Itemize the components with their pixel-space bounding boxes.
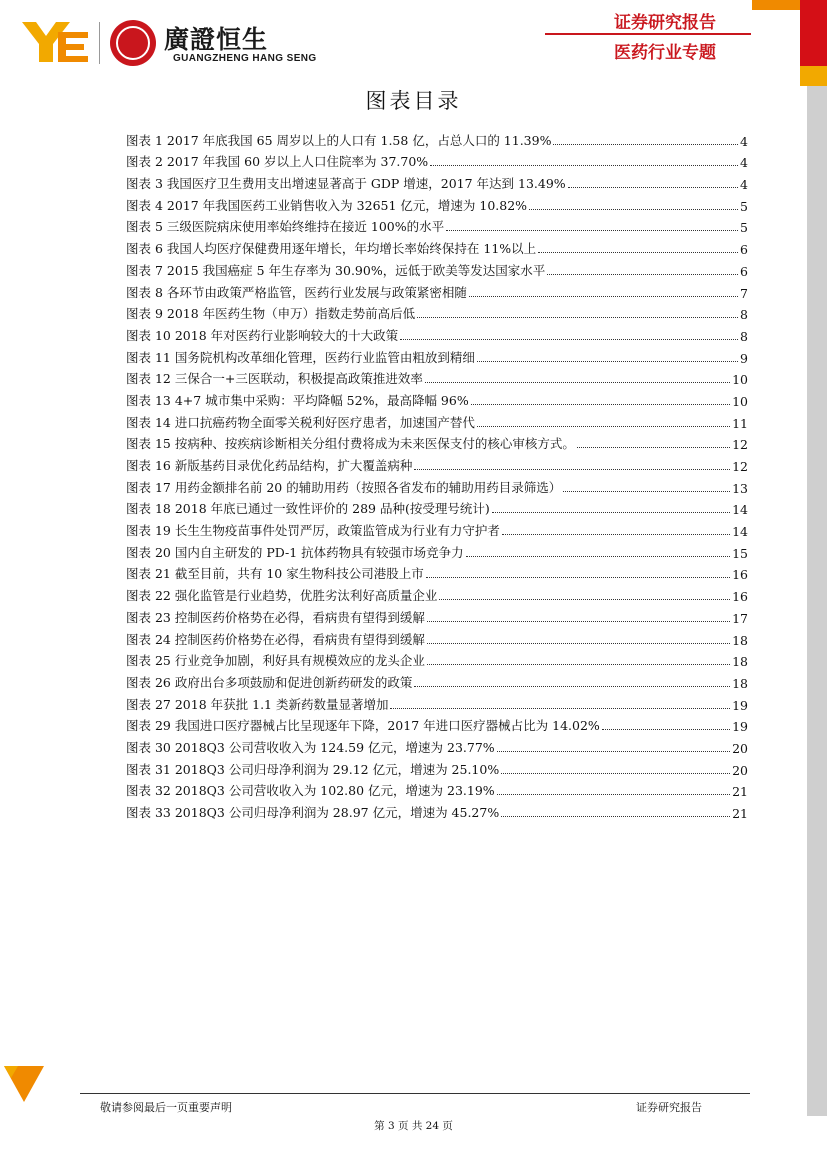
toc-entry-page: 4 bbox=[740, 133, 748, 149]
toc-entry-title: 图表 5 三级医院病床使用率始终维持在接近 100%的水平 bbox=[126, 219, 445, 235]
toc-leader-dots bbox=[414, 686, 730, 687]
toc-entry-title: 图表 26 政府出台多项鼓励和促进创新药研发的政策 bbox=[126, 674, 413, 690]
toc-leader-dots bbox=[471, 404, 730, 405]
toc-entry-page: 15 bbox=[732, 545, 748, 561]
page-number: 第 3 页 共 24 页 bbox=[374, 1120, 453, 1132]
toc-entry-title: 图表 8 各环节由政策严格监管，医药行业发展与政策紧密相随 bbox=[126, 284, 467, 300]
toc-entry-page: 10 bbox=[732, 372, 748, 388]
toc-leader-dots bbox=[501, 816, 730, 817]
toc-entry-page: 17 bbox=[732, 610, 748, 626]
toc-leader-dots bbox=[439, 599, 730, 600]
toc-entry[interactable] bbox=[126, 452, 748, 474]
toc-entry-title: 图表 25 行业竞争加剧，利好具有规模效应的龙头企业 bbox=[126, 653, 425, 669]
toc-entry[interactable] bbox=[126, 496, 748, 518]
logo-divider bbox=[99, 22, 100, 64]
toc-entry-title: 图表 4 2017 年我国医药工业销售收入为 32651 亿元，增速为 10.82% bbox=[126, 197, 528, 213]
toc-entry-page: 4 bbox=[740, 155, 748, 171]
toc-leader-dots bbox=[427, 664, 730, 665]
toc-entry[interactable] bbox=[126, 366, 748, 388]
toc-entry[interactable] bbox=[126, 127, 748, 149]
toc-entry-title: 图表 19 长生生物疫苗事件处罚严厉，政策监管成为行业有力守护者 bbox=[126, 523, 500, 539]
toc-entry-page: 6 bbox=[740, 242, 748, 258]
toc-leader-dots bbox=[446, 230, 738, 231]
page-title: 图表目录 bbox=[365, 89, 462, 113]
toc-entry[interactable] bbox=[126, 322, 748, 344]
toc-entry-title: 图表 16 新版基药目录优化药品结构，扩大覆盖病种 bbox=[126, 458, 413, 473]
toc-entry-page: 9 bbox=[740, 350, 748, 366]
toc-leader-dots bbox=[563, 491, 730, 492]
side-bar-red bbox=[800, 0, 827, 66]
toc-entry-title: 图表 18 2018 年底已通过一致性评价的 289 品种(按受理号统计) bbox=[126, 501, 490, 517]
company-logo-icon bbox=[22, 22, 88, 62]
toc-leader-dots bbox=[426, 577, 730, 578]
toc-entry[interactable] bbox=[126, 214, 748, 236]
footer-corner-icon bbox=[4, 1066, 44, 1102]
toc-leader-dots bbox=[427, 621, 730, 622]
toc-entry-page: 8 bbox=[740, 307, 748, 323]
toc-leader-dots bbox=[425, 382, 730, 383]
toc-entry[interactable] bbox=[126, 778, 748, 800]
toc-entry-page: 20 bbox=[732, 762, 748, 778]
toc-entry-page: 14 bbox=[732, 524, 748, 540]
header-divider bbox=[545, 33, 751, 35]
toc-list bbox=[126, 127, 748, 821]
toc-leader-dots bbox=[553, 144, 738, 145]
toc-leader-dots bbox=[414, 469, 730, 470]
toc-leader-dots bbox=[577, 447, 730, 448]
side-bar-gold bbox=[800, 66, 827, 86]
toc-entry-page: 12 bbox=[732, 437, 748, 453]
brand-name-cn: 廣證恒生 bbox=[164, 25, 269, 54]
toc-entry[interactable] bbox=[126, 257, 748, 279]
toc-entry[interactable] bbox=[126, 387, 748, 409]
toc-entry-page: 13 bbox=[732, 480, 748, 496]
report-topic-label: 医药行业专题 bbox=[614, 43, 716, 63]
toc-entry-page: 7 bbox=[740, 285, 748, 301]
side-bar-gray bbox=[807, 86, 827, 1116]
toc-leader-dots bbox=[477, 426, 730, 427]
toc-leader-dots bbox=[538, 252, 738, 253]
toc-entry-title: 图表 15 按病种、按疾病诊断相关分组付费将成为未来医保支付的核心审核方式。 bbox=[126, 436, 575, 452]
toc-entry[interactable] bbox=[126, 474, 748, 496]
toc-entry-page: 18 bbox=[732, 675, 748, 691]
toc-entry-title: 图表 21 截至目前，共有 10 家生物科技公司港股上市 bbox=[126, 566, 424, 582]
footer-report-type: 证券研究报告 bbox=[636, 1101, 702, 1114]
toc-leader-dots bbox=[492, 512, 730, 513]
toc-leader-dots bbox=[417, 317, 738, 318]
seal-logo-icon bbox=[110, 20, 156, 66]
toc-leader-dots bbox=[497, 751, 730, 752]
toc-leader-dots bbox=[501, 773, 730, 774]
toc-entry-page: 16 bbox=[732, 589, 748, 605]
toc-entry-page: 16 bbox=[732, 567, 748, 583]
toc-entry[interactable] bbox=[126, 431, 748, 453]
toc-leader-dots bbox=[430, 165, 738, 166]
toc-entry-page: 5 bbox=[740, 198, 748, 214]
toc-entry-page: 5 bbox=[740, 220, 748, 236]
toc-entry-page: 6 bbox=[740, 263, 748, 279]
toc-entry[interactable] bbox=[126, 626, 748, 648]
toc-leader-dots bbox=[390, 708, 730, 709]
toc-entry-title: 图表 33 2018Q3 公司归母净利润为 28.97 亿元，增速为 45.27% bbox=[126, 805, 500, 820]
toc-entry-page: 4 bbox=[740, 177, 748, 193]
toc-entry-page: 12 bbox=[732, 459, 748, 474]
toc-entry-title: 图表 7 2015 我国癌症 5 年生存率为 30.90%，远低于欧美等发达国家水平 bbox=[126, 262, 546, 278]
toc-entry[interactable] bbox=[126, 279, 748, 301]
brand-name-en: GUANGZHENG HANG SENG bbox=[173, 53, 317, 64]
toc-leader-dots bbox=[602, 729, 730, 730]
toc-entry-title: 图表 23 控制医药价格势在必得，看病贵有望得到缓解 bbox=[126, 609, 425, 625]
toc-entry-page: 11 bbox=[732, 415, 748, 431]
toc-leader-dots bbox=[547, 274, 738, 275]
toc-leader-dots bbox=[477, 361, 738, 362]
toc-entry[interactable] bbox=[126, 409, 748, 431]
toc-entry-title: 图表 10 2018 年对医药行业影响较大的十大政策 bbox=[126, 327, 399, 343]
toc-entry[interactable] bbox=[126, 669, 748, 691]
toc-entry-title: 图表 32 2018Q3 公司营收收入为 102.80 亿元，增速为 23.19% bbox=[126, 783, 495, 799]
toc-entry-title: 图表 31 2018Q3 公司归母净利润为 29.12 亿元，增速为 25.10% bbox=[126, 761, 500, 777]
toc-entry-title: 图表 1 2017 年底我国 65 周岁以上的人口有 1.58 亿，占总人口的 11.39% bbox=[126, 132, 552, 148]
toc-entry-title: 图表 9 2018 年医药生物（申万）指数走势前高后低 bbox=[126, 306, 416, 322]
toc-leader-dots bbox=[427, 643, 730, 644]
toc-entry-page: 18 bbox=[732, 632, 748, 648]
toc-entry-page: 10 bbox=[732, 393, 748, 409]
footer-disclaimer: 敬请参阅最后一页重要声明 bbox=[100, 1101, 232, 1114]
toc-entry[interactable] bbox=[126, 539, 748, 561]
toc-leader-dots bbox=[466, 556, 730, 557]
toc-entry-page: 20 bbox=[732, 740, 748, 756]
toc-entry-title: 图表 3 我国医疗卫生费用支出增速显著高于 GDP 增速，2017 年达到 13.49% bbox=[126, 176, 566, 192]
toc-entry[interactable] bbox=[126, 344, 748, 366]
toc-entry[interactable] bbox=[126, 582, 748, 604]
toc-entry-title: 图表 30 2018Q3 公司营收收入为 124.59 亿元，增速为 23.77% bbox=[126, 739, 495, 755]
toc-entry[interactable] bbox=[126, 149, 748, 171]
toc-entry-page: 21 bbox=[732, 806, 748, 821]
toc-entry[interactable] bbox=[126, 734, 748, 756]
toc-entry[interactable] bbox=[126, 799, 748, 821]
toc-entry[interactable] bbox=[126, 648, 748, 670]
toc-entry[interactable] bbox=[126, 604, 748, 626]
report-type-label: 证券研究报告 bbox=[614, 13, 716, 33]
toc-leader-dots bbox=[469, 296, 738, 297]
toc-entry-title: 图表 12 三保合一+三医联动，积极提高政策推进效率 bbox=[126, 371, 423, 387]
toc-leader-dots bbox=[529, 209, 738, 210]
toc-entry[interactable] bbox=[126, 192, 748, 214]
toc-entry-title: 图表 29 我国进口医疗器械占比呈现逐年下降，2017 年进口医疗器械占比为 14.02% bbox=[126, 718, 600, 734]
toc-entry[interactable] bbox=[126, 691, 748, 713]
toc-entry[interactable] bbox=[126, 713, 748, 735]
toc-entry-page: 8 bbox=[740, 328, 748, 344]
toc-entry-title: 图表 20 国内自主研发的 PD-1 抗体药物具有较强市场竞争力 bbox=[126, 544, 464, 560]
toc-entry-title: 图表 13 4+7 城市集中采购：平均降幅 52%，最高降幅 96% bbox=[126, 392, 469, 408]
toc-entry-title: 图表 2 2017 年我国 60 岁以上人口住院率为 37.70% bbox=[126, 154, 429, 170]
toc-entry[interactable] bbox=[126, 301, 748, 323]
toc-entry-title: 图表 24 控制医药价格势在必得，看病贵有望得到缓解 bbox=[126, 631, 425, 647]
toc-entry[interactable] bbox=[126, 235, 748, 257]
toc-entry-page: 19 bbox=[732, 719, 748, 735]
toc-leader-dots bbox=[502, 534, 730, 535]
toc-entry[interactable] bbox=[126, 170, 748, 192]
toc-leader-dots bbox=[568, 187, 738, 188]
footer-divider bbox=[80, 1093, 750, 1094]
toc-entry-title: 图表 11 国务院机构改革细化管理，医药行业监管由粗放到精细 bbox=[126, 349, 475, 365]
toc-entry-title: 图表 27 2018 年获批 1.1 类新药数量显著增加 bbox=[126, 696, 389, 712]
toc-entry-title: 图表 6 我国人均医疗保健费用逐年增长，年均增长率始终保持在 11%以上 bbox=[126, 241, 537, 257]
toc-entry[interactable] bbox=[126, 561, 748, 583]
toc-leader-dots bbox=[400, 339, 738, 340]
toc-entry-page: 21 bbox=[732, 784, 748, 800]
toc-entry[interactable] bbox=[126, 517, 748, 539]
toc-entry-page: 18 bbox=[732, 654, 748, 670]
toc-entry-page: 14 bbox=[732, 502, 748, 518]
toc-entry-title: 图表 17 用药金额排名前 20 的辅助用药（按照各省发布的辅助用药目录筛选） bbox=[126, 479, 562, 495]
toc-entry-title: 图表 22 强化监管是行业趋势，优胜劣汰利好高质量企业 bbox=[126, 588, 438, 604]
toc-entry-title: 图表 14 进口抗癌药物全面零关税利好医疗患者，加速国产替代 bbox=[126, 414, 475, 430]
toc-leader-dots bbox=[497, 794, 730, 795]
header-accent-bar bbox=[752, 0, 800, 10]
toc-entry[interactable] bbox=[126, 756, 748, 778]
toc-entry-page: 19 bbox=[732, 697, 748, 713]
